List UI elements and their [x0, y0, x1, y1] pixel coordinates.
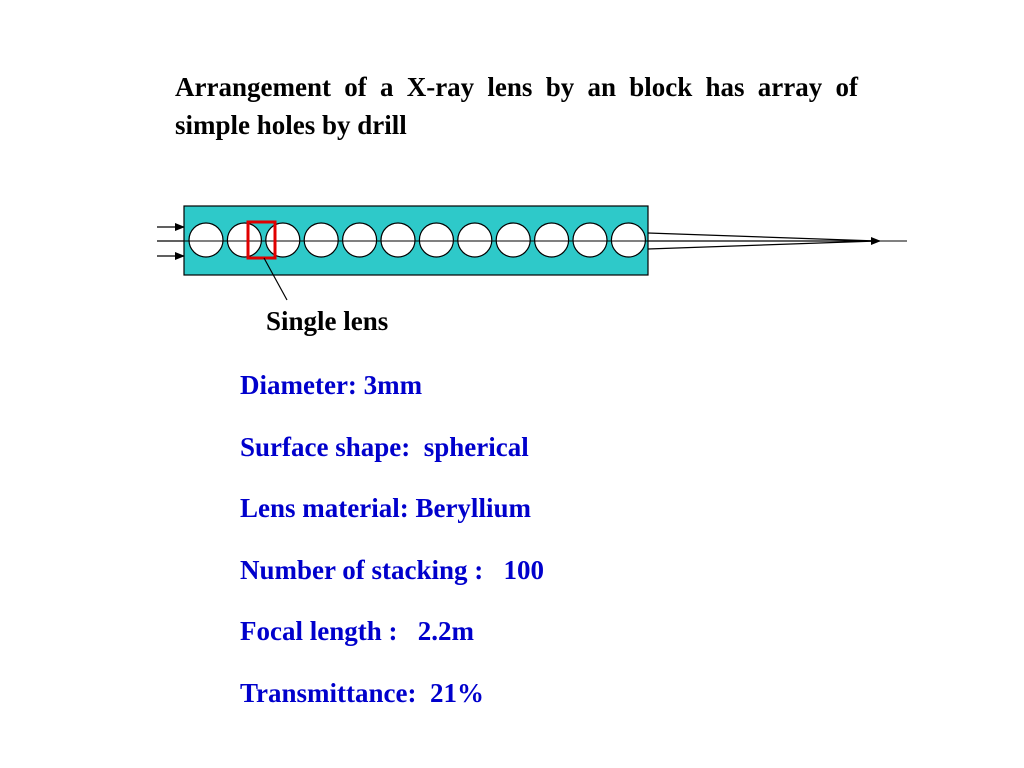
outgoing-ray-top	[648, 233, 877, 241]
slide-title: Arrangement of a X-ray lens by an block has array of simple holes by drill	[175, 72, 858, 140]
lens-hole	[343, 223, 377, 257]
lens-hole	[573, 223, 607, 257]
spec-transmittance: Transmittance: 21%	[240, 677, 484, 708]
lens-hole	[189, 223, 223, 257]
lens-hole	[496, 223, 530, 257]
lens-hole	[304, 223, 338, 257]
outgoing-ray-bottom	[648, 241, 877, 249]
spec-focal-length: Focal length : 2.2m	[240, 616, 474, 646]
spec-lens-material: Lens material: Beryllium	[240, 493, 531, 523]
single-lens-label: Single lens	[266, 306, 389, 336]
lens-hole	[611, 223, 645, 257]
lens-hole	[458, 223, 492, 257]
lens-hole	[227, 223, 261, 257]
spec-surface-shape: Surface shape: spherical	[240, 431, 529, 462]
spec-number-of-stacking: Number of stacking : 100	[240, 554, 545, 585]
lens-hole	[535, 223, 569, 257]
lens-hole	[266, 223, 300, 257]
spec-list	[240, 370, 544, 739]
lens-hole	[381, 223, 415, 257]
spec-diameter: Diameter: 3mm	[240, 370, 423, 400]
lens-hole	[419, 223, 453, 257]
